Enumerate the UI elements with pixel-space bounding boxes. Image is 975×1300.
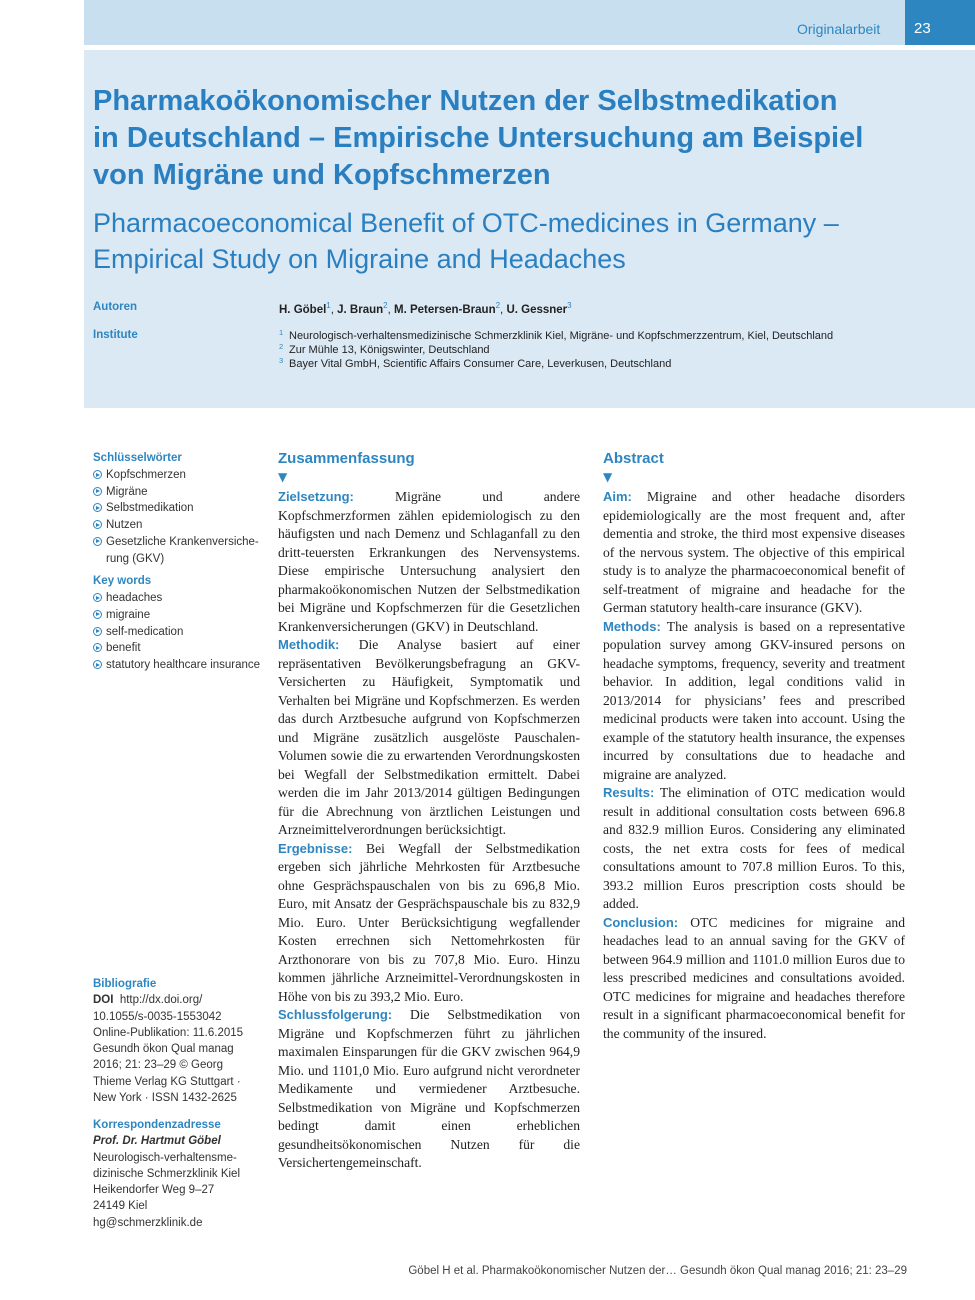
author-affiliation: 2: [383, 301, 388, 310]
paragraph-text: Migräne und andere Kopfschmerzformen zählen epidemiologisch zu den häufigsten und nach Demenz und Schlaganfall zu den dritt-teuersten Erkrankungen des Nervensystems. Diese empirische Untersuchung analysiert den pharmakoökonomischen Nutzen der Selbstmedikation bei Migräne und Kopfschmerzen für die Gesetzlichen Krankenversicherungen (GKV) in Deutschland.: [278, 489, 580, 634]
page-footer: Göbel H et al. Pharmakoökonomischer Nutzen der… Gesundh ökon Qual manag 2016; 21: 23–29: [408, 1265, 907, 1277]
correspondence-line: Neurologisch-verhaltensme-: [93, 1151, 237, 1164]
institute-number: 3: [279, 356, 284, 365]
institute-item: [279, 328, 833, 342]
keyword-item: [93, 624, 268, 641]
author-name: J. Braun: [337, 303, 384, 316]
bullet-arrow-icon: [93, 643, 102, 652]
paragraph-text: Die Selbstmedikation von Migräne und Kopfschmerzen führt zu jährlichen maximalen Einsparungen für die GKV zwischen 964,9 Mio. und 1101,0 Mio. Euro aufgrund nicht verordneter Medikamente und vermiedener Arztbesuche. Selbstmedikation von Migräne und Kopfschmerzen bedingt damit einen erheblichen gesundheitsökonomischen Nutzen für die Versichertengemeinschaft.: [278, 1007, 580, 1170]
doi-link[interactable]: http://dx.doi.org/: [119, 994, 203, 1007]
keyword-text: statutory healthcare insurance: [106, 659, 261, 672]
bibliography-line: 10.1055/s-0035-1553042: [93, 1010, 222, 1023]
author-affiliation: 1: [326, 301, 331, 310]
paragraph-label: Schlussfolgerung:: [278, 1007, 393, 1022]
paragraph-text: Migraine and other headache disorders epidemiologically are the most frequent and, after dementia and stroke, the third most expensive diseases of the nervous system. The objective of this empirical study is to analyze the pharmacoeconomical benefit of self-treatment of migraine and headache for the German statutory health-care insurance (GKV).: [603, 489, 906, 615]
bibliography-line: 2016; 21: 23–29 © Georg: [93, 1059, 223, 1072]
title-german-line: in Deutschland – Empirische Untersuchung am Beispiel: [93, 122, 864, 154]
doi-line: [93, 992, 268, 1008]
paragraph-label: Ergebnisse:: [278, 840, 353, 856]
keyword-item: [93, 534, 268, 567]
keyword-text: self-medication: [106, 625, 184, 638]
correspondence-email[interactable]: hg@schmerzklinik.de: [93, 1216, 203, 1229]
summary-german-heading: Zusammenfassung: [278, 450, 415, 467]
paragraph-label: Aim:: [603, 489, 632, 504]
institute-text: Neurologisch-verhaltensmedizinische Schmerzklinik Kiel, Migräne- und Kopfschmerzzentrum, Kiel, Deutschland: [289, 330, 834, 342]
author-affiliation: 2: [495, 301, 501, 310]
author-name: M. Petersen-Braun: [393, 303, 496, 316]
bibliography-line: Thieme Verlag KG Stuttgart ·: [93, 1075, 241, 1088]
title-german-line: Pharmakoökonomischer Nutzen der Selbstmedikation: [93, 85, 838, 117]
author-name: U. Gessner: [506, 303, 568, 316]
summary-paragraph: [278, 1006, 580, 1173]
abstract-paragraph: [603, 488, 905, 618]
bullet-arrow-icon: [93, 660, 102, 669]
paragraph-text: OTC medicines for migraine and headaches lead to an annual saving for the GKV of between 964.9 million and 1101.0 million Euros due to less prescribed medicines and consultations avoided. OTC medicines for migraine and headaches therefore result in a significant pharmacoeconomical benefit for the community of the insured.: [603, 914, 906, 1041]
section-label: Originalarbeit: [797, 21, 881, 37]
summary-german-column: [278, 450, 580, 1173]
abstract-english-heading: Abstract: [603, 450, 664, 467]
correspondence-name: Prof. Dr. Hartmut Göbel: [93, 1135, 221, 1148]
title-english-line: Empirical Study on Migraine and Headaches: [93, 244, 626, 274]
bullet-arrow-icon: [93, 520, 102, 529]
doi-label: DOI: [93, 994, 114, 1007]
abstract-english-column: [603, 450, 905, 1043]
author-list: H. Göbel$^1$, J. Braun$^2$, M. Petersen-Braun$^2$, U. Gessner$^3$: [279, 301, 572, 316]
keyword-text: headaches: [106, 592, 163, 605]
bullet-arrow-icon: [93, 470, 102, 479]
institute-item: [279, 342, 490, 356]
correspondence-line: Heikendorfer Weg 9–27: [93, 1184, 215, 1197]
correspondence-heading: Korrespondenzadresse: [93, 1119, 221, 1131]
keyword-item: [93, 657, 268, 674]
author-name: H. Göbel: [279, 303, 327, 316]
bibliography-line: New York · ISSN 1432-2625: [93, 1092, 237, 1105]
paragraph-text: Die Analyse basiert auf einer repräsentativen Bevölkerungsbefragung an GKV-Versicherten zu Häufigkeit, Symptomatik und Verhalten bei Migräne und Kopfschmerzen. Es werden das durch Arztbesuche aufgrund von Kopfschmerzen und Migräne zusätzlich ausgelöste Pauschalen-Volumen sowie die zu erwartenden Verordnungskosten bei Wegfall der Selbstmedikation ermittelt. Dabei werden die im Jahr 2013/2014 gültigen Bedingungen für die Abrechnung von ärztlichen Leistungen und Arzneimittelverordnungen berücksichtigt.: [278, 637, 580, 837]
page-number: 23: [914, 20, 931, 37]
keyword-item: [93, 590, 268, 607]
bullet-arrow-icon: [93, 593, 102, 602]
title-german-line: von Migräne und Kopfschmerzen: [93, 159, 551, 191]
bibliography-line: Gesundh ökon Qual manag: [93, 1043, 234, 1056]
bullet-arrow-icon: [93, 610, 102, 619]
keywords-german-list: [93, 467, 268, 567]
keyword-item: [93, 500, 268, 517]
paragraph-text: Bei Wegfall der Selbstmedikation ergeben sich jährliche Mehrkosten für Arztbesuche ohne Gesprächspauschalen von bis zu 696,8 Mio. Euro, mit Ansatz der Gesprächspauschale bis zu 832,9 Mio. Euro. Unter Berücksichtigung wegfallender Kosten errechnen sich Nettomehrkosten für Arzthonorare von bis zu 707,8 Mio. Euro. Hinzu kommen jährliche Arzneimittel-Verordnungskosten in Höhe von bis zu 393,2 Mio. Euro.: [278, 840, 580, 1004]
title-english-line: Pharmacoeconomical Benefit of OTC-medicines in Germany –: [93, 208, 839, 238]
summary-paragraph: [278, 840, 580, 1007]
keywords-english-heading: Key words: [93, 575, 152, 588]
paragraph-label: Results:: [603, 785, 655, 800]
correspondence-line: 24149 Kiel: [93, 1200, 148, 1213]
institute-item: [279, 356, 671, 370]
keyword-text: Selbstmedikation: [106, 502, 194, 515]
down-arrow-icon: ▼: [603, 470, 613, 484]
down-arrow-icon: ▼: [278, 470, 288, 484]
institute-number: 2: [279, 342, 284, 351]
correspondence-address: [93, 1117, 268, 1231]
abstract-paragraph: [603, 618, 905, 785]
paragraph-text: The elimination of OTC medication would result in additional consultation costs between 696.8 and 832.9 million Euros. Considering any eliminated costs, the net extra costs for fees of medical consultations amount to 707.8 million Euros. To this, 393.2 million Euros prescription costs should be added.: [603, 785, 905, 911]
abstract-paragraph: [603, 914, 905, 1044]
keyword-text: Kopfschmerzen: [106, 469, 186, 481]
keyword-text: benefit: [106, 642, 141, 655]
bibliography: [93, 976, 268, 1106]
abstract-paragraph: [603, 784, 905, 914]
keyword-item: [93, 607, 268, 624]
authors-label: Autoren: [93, 301, 138, 313]
summary-paragraph: [278, 488, 580, 636]
keywords-english-list: [93, 590, 268, 674]
institute-text: Bayer Vital GmbH, Scientific Affairs Consumer Care, Leverkusen, Deutschland: [289, 358, 672, 370]
keyword-text: Gesetzliche Krankenversiche-rung (GKV): [106, 535, 259, 565]
title-english: [93, 205, 953, 277]
keyword-item: [93, 640, 268, 657]
keyword-item: [93, 517, 268, 534]
bullet-arrow-icon: [93, 627, 102, 636]
keyword-item: [93, 467, 268, 484]
keywords-german-heading: Schlüsselwörter: [93, 452, 182, 464]
paragraph-label: Conclusion:: [603, 914, 679, 930]
summary-paragraph: [278, 636, 580, 840]
bullet-arrow-icon: [93, 503, 102, 512]
keyword-text: Migräne: [106, 485, 148, 498]
paragraph-label: Zielsetzung:: [278, 489, 354, 504]
bibliography-line: Online-Publikation: 11.6.2015: [93, 1026, 244, 1039]
paragraph-label: Methodik:: [278, 637, 340, 652]
keyword-text: Nutzen: [106, 519, 143, 532]
institute-number: 1: [279, 328, 284, 337]
bullet-arrow-icon: [93, 487, 102, 496]
title-german: [93, 83, 953, 194]
paragraph-label: Methods:: [603, 618, 661, 634]
author-affiliation: 3: [567, 301, 572, 310]
keywords-sidebar: [93, 450, 268, 680]
bibliography-heading: Bibliografie: [93, 978, 157, 990]
bullet-arrow-icon: [93, 537, 102, 546]
institute-text: Zur Mühle 13, Königswinter, Deutschland: [289, 344, 490, 356]
keyword-item: [93, 484, 268, 501]
keyword-text: migraine: [106, 608, 151, 621]
correspondence-line: dizinische Schmerzklinik Kiel: [93, 1167, 240, 1180]
institutes-label: Institute: [93, 329, 138, 341]
paragraph-text: The analysis is based on a representative population survey among GKV-insured persons on headache symptoms, frequency, severity and treatment behavior. In addition, legal conditions valid in 2013/2014 for physicians’ fees and prescribed medicinal products were taken into account. Using the example of the statutory health insurance, the expenses incurred by consultations due to headache and migraine are analyzed.: [603, 618, 906, 782]
